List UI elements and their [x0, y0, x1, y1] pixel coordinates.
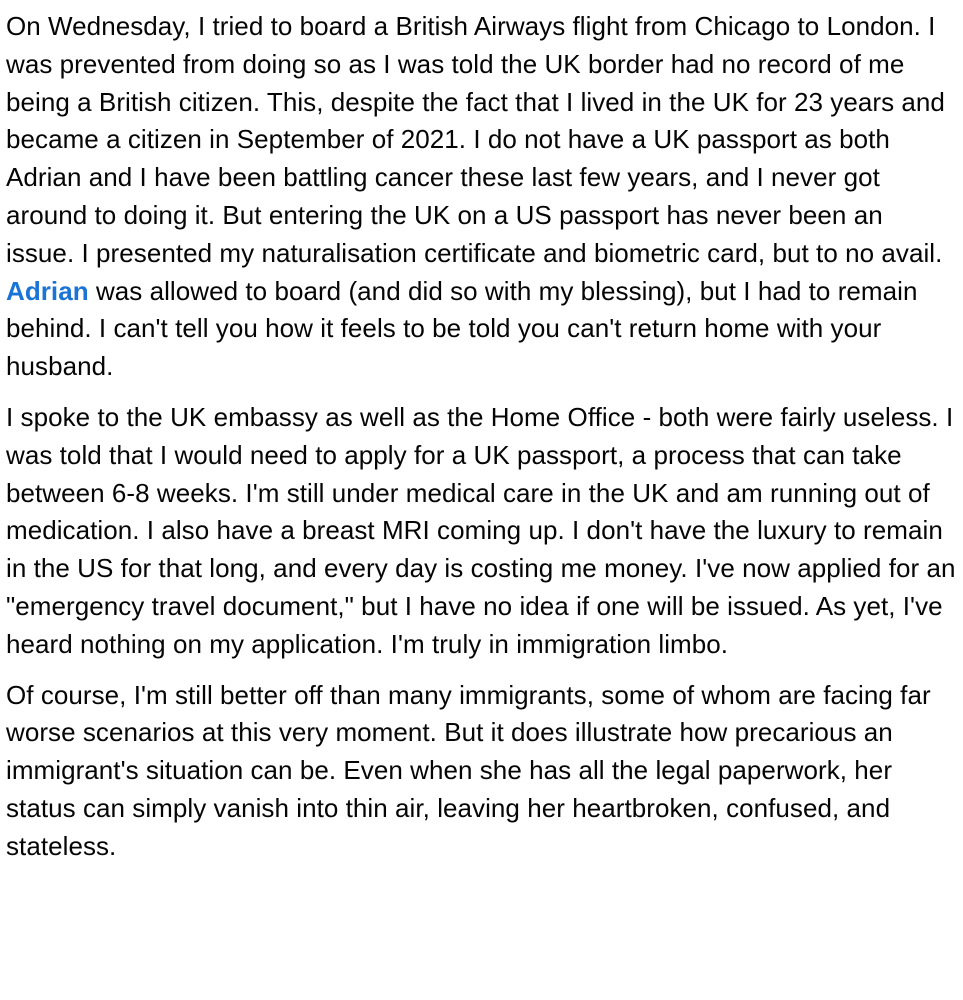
paragraph-1-text-before-mention: On Wednesday, I tried to board a British Airways flight from Chicago to London. I was prevented from doing so as I was told the UK border had no record of me being a British citizen. This, despite the fact that I lived in the UK for 23 years and became a citizen in September of 2021. I do not have a UK passport as both Adrian and I have been battling cancer these last few years, and I never got around to doing it. But entering the UK on a US passport has never been an issue. I presented my naturalisation certificate and biometric card, but to no avail. [6, 11, 945, 268]
post-body [6, 8, 958, 866]
mention-link-adrian[interactable]: Adrian [6, 275, 89, 306]
paragraph-1-text-after-mention: was allowed to board (and did so with my blessing), but I had to remain behind. I can't tell you how it feels to be told you can't return home with your husband. [6, 275, 918, 382]
post-paragraph-2: I spoke to the UK embassy as well as the Home Office - both were fairly useless. I was told that I would need to apply for a UK passport, a process that can take between 6-8 weeks. I'm still under medical care in the UK and am running out of medication. I also have a breast MRI coming up. I don't have the luxury to remain in the US for that long, and every day is costing me money. I've now applied for an "emergency travel document," but I have no idea if one will be issued. As yet, I've heard nothing on my application. I'm truly in immigration limbo. [6, 401, 956, 659]
post-paragraph-3: Of course, I'm still better off than many immigrants, some of whom are facing far worse scenarios at this very moment. But it does illustrate how precarious an immigrant's situation can be. Even when she has all the legal paperwork, her status can simply vanish into thin air, leaving her heartbroken, confused, and stateless. [6, 679, 931, 861]
post-paragraph-1 [6, 8, 958, 386]
